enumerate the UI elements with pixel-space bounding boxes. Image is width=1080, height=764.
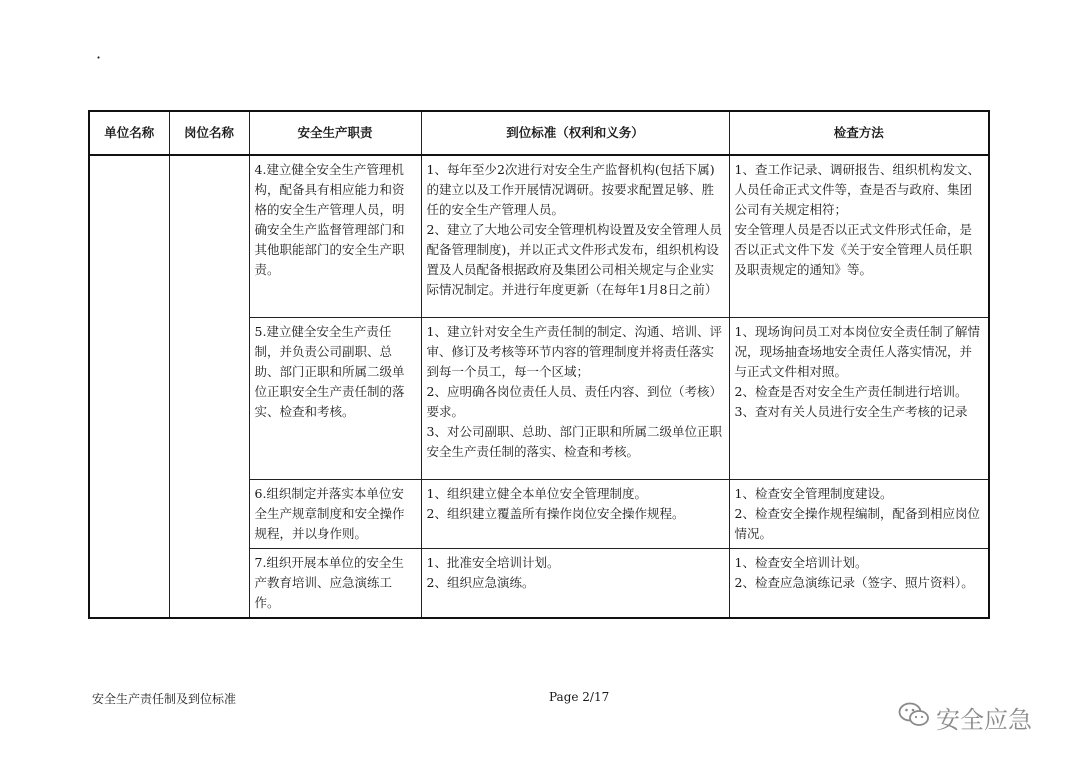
standard-item: 3、对公司副职、总助、部门正职和所属二级单位正职安全生产责任制的落实、检查和考核。: [426, 423, 722, 459]
standard-cell: [421, 548, 729, 618]
duty-cell: 5.建立健全安全生产责任制，并负责公司副职、总助、部门正职和所属二级单位正职安全生产责任制的落实、检查和考核。: [249, 317, 421, 479]
watermark: [898, 700, 1032, 735]
duty-cell: 7.组织开展本单位的安全生产教育培训、应急演练工作。: [249, 548, 421, 618]
standard-item: 1、组织建立健全本单位安全管理制度。: [426, 485, 647, 501]
header-standard: 到位标准（权利和义务）: [421, 111, 729, 155]
table-header-row: [89, 111, 989, 155]
page-number: Page 2/17: [549, 690, 610, 704]
standard-item: 2、组织应急演练。: [426, 574, 535, 590]
watermark-text: 安全应急: [936, 706, 1032, 734]
standard-cell: [421, 317, 729, 479]
check-cell: [729, 548, 989, 618]
check-item: 1、检查安全管理制度建设。: [734, 485, 893, 501]
wechat-icon: [898, 701, 936, 735]
duty-cell: 4.建立健全安全生产管理机构，配备具有相应能力和资格的安全生产管理人员，明确安全生产监督管理部门和其他职能部门的安全生产职责。: [249, 155, 421, 317]
check-cell: [729, 479, 989, 548]
standard-item: 2、组织建立覆盖所有操作岗位安全操作规程。: [426, 505, 685, 521]
standard-item: 1、批准安全培训计划。: [426, 554, 560, 570]
standard-item: 2、建立了大地公司安全管理机构设置及安全管理人员配备管理制度)，并以正式文件形式发布，组织机构设置及人员配备根据政府及集团公司相关规定与企业实际情况制定。并进行年度更新（在每年1月8日之前）: [426, 222, 722, 297]
check-item: 1、检查安全培训计划。: [734, 554, 868, 570]
unit-cell: [89, 155, 169, 618]
standard-item: 1、每年至少2次进行对安全生产监督机构(包括下属)的建立以及工作开展情况调研。按要求配置足够、胜任的安全生产管理人员。: [426, 162, 715, 217]
check-item: 3、查对有关人员进行安全生产考核的记录: [734, 403, 968, 419]
standard-cell: [421, 155, 729, 317]
header-check: 检查方法: [729, 111, 989, 155]
standard-item: 1、建立针对安全生产责任制的制定、沟通、培训、评审、修订及考核等环节内容的管理制度并将责任落实到每一个员工，每一个区域；: [426, 323, 722, 379]
footer-title: 安全生产责任制及到位标准: [92, 692, 237, 706]
check-item: 2、检查应急演练记录（签字、照片资料）。: [734, 574, 974, 590]
header-duty: 安全生产职责: [249, 111, 421, 155]
check-item: 安全管理人员是否以正式文件形式任命，是否以正式文件下发《关于安全管理人员任职及职责规定的通知》等。: [734, 222, 973, 277]
header-mark: ·: [96, 48, 102, 67]
check-item: 2、检查安全操作规程编制，配备到相应岗位情况。: [734, 505, 980, 541]
check-cell: [729, 155, 989, 317]
responsibility-table: [88, 110, 990, 619]
standard-item: 2、应明确各岗位责任人员、责任内容、到位（考核）要求。: [426, 383, 722, 419]
check-item: 2、检查是否对安全生产责任制进行培训。: [734, 383, 968, 399]
header-unit: 单位名称: [89, 111, 169, 155]
check-cell: [729, 317, 989, 479]
standard-cell: [421, 479, 729, 548]
post-cell: [169, 155, 249, 618]
check-item: 1、查工作记录、调研报告、组织机构发文、人员任命正式文件等，查是否与政府、集团公司有关规定相符；: [734, 162, 980, 217]
table-row: [89, 155, 989, 317]
header-post: 岗位名称: [169, 111, 249, 155]
duty-cell: 6.组织制定并落实本单位安全生产规章制度和安全操作规程，并以身作则。: [249, 479, 421, 548]
check-item: 1、现场询问员工对本岗位安全责任制了解情况，现场抽查场地安全责任人落实情况，并与正式文件相对照。: [734, 323, 980, 379]
